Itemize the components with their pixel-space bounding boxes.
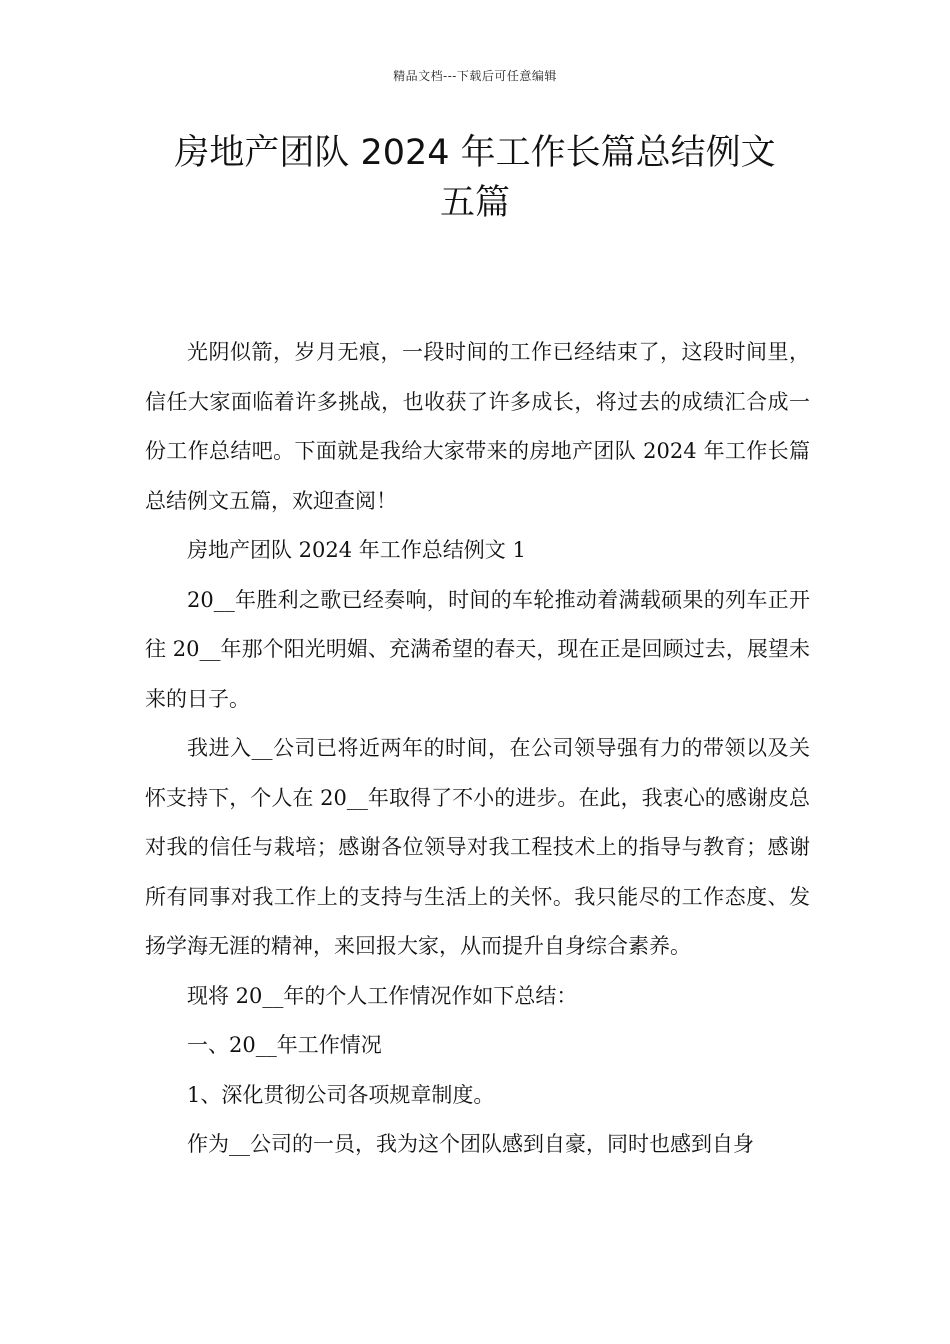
- paragraph: 作为__公司的一员，我为这个团队感到自豪，同时也感到自身: [187, 1132, 754, 1156]
- document-body: [145, 328, 810, 1170]
- document-title: [120, 128, 830, 228]
- paragraph: 20__年胜利之歌已经奏响，时间的车轮推动着满载硕果的列车正开往 20__年那个阳光明媚、充满希望的春天，现在正是回顾过去，展望未来的日子。: [145, 587, 810, 711]
- paragraph: 我进入__公司已将近两年的时间，在公司领导强有力的带领以及关怀支持下，个人在 20__年取得了不小的进步。在此，我衷心的感谢皮总对我的信任与栽培；感谢各位领导对我工程技术上的指导与教育；感谢所有同事对我工作上的支持与生活上的关怀。我只能尽的工作态度、发扬学海无涯的精神，来回报大家，从而提升自身综合素养。: [145, 736, 810, 958]
- header-note: 精品文档---下载后可任意编辑: [393, 69, 557, 83]
- title-line-2: 五篇: [439, 183, 510, 223]
- subheading: 一、20__年工作情况: [187, 1033, 382, 1057]
- paragraph: 现将 20__年的个人工作情况作如下总结：: [187, 983, 578, 1008]
- list-item: 1、深化贯彻公司各项规章制度。: [187, 1082, 495, 1107]
- title-line-1: 房地产团队 2024 年工作长篇总结例文: [174, 133, 776, 173]
- paragraph-intro: 光阴似箭，岁月无痕，一段时间的工作已经结束了，这段时间里，信任大家面临着许多挑战，也收获了许多成长，将过去的成绩汇合成一份工作总结吧。下面就是我给大家带来的房地产团队 2024 年工作长篇总结例文五篇，欢迎查阅！: [145, 340, 810, 513]
- section-heading: 房地产团队 2024 年工作总结例文 1: [187, 538, 526, 562]
